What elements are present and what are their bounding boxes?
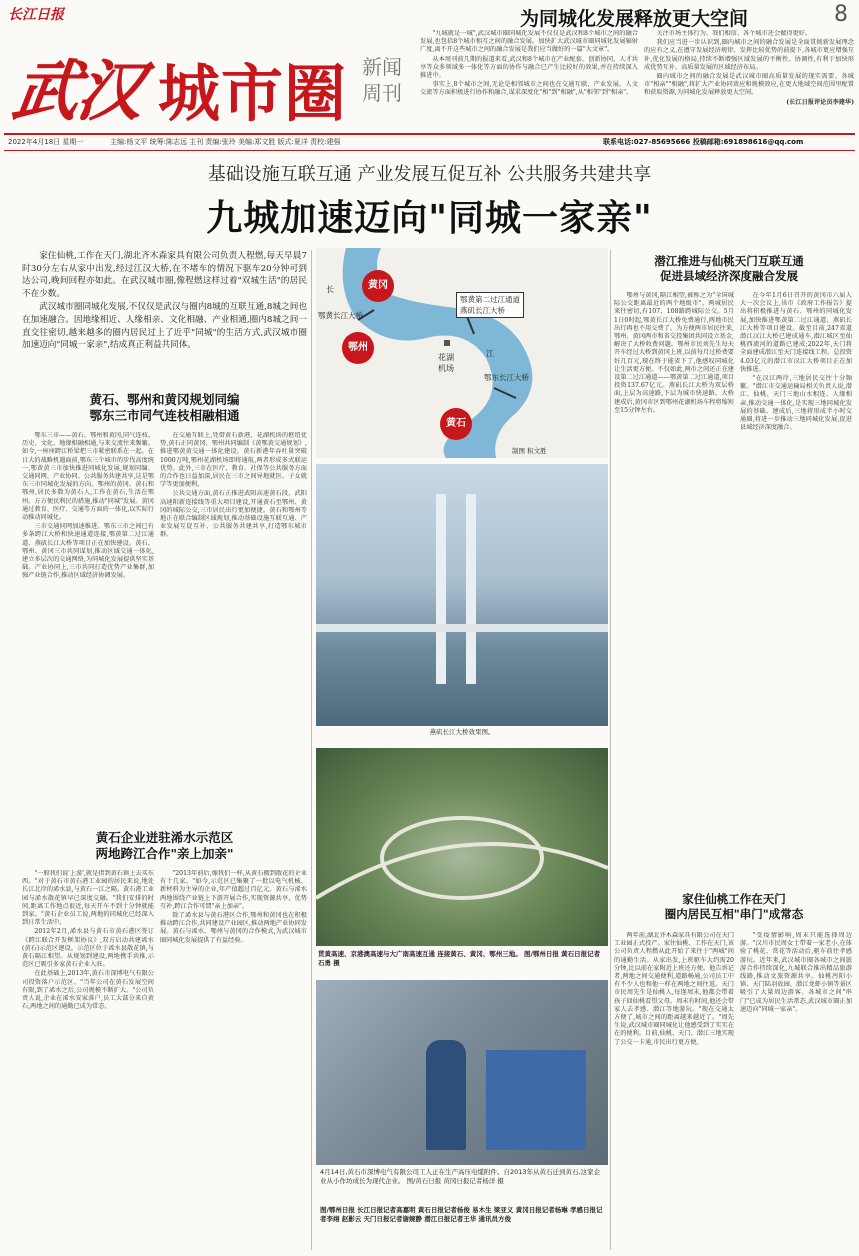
bridge-label-3: 鄂东长江大桥: [484, 373, 529, 382]
top-para-1: "九城就是一城",武汉城市圈同城化发展不仅仅是武汉和8个城市之间的融合发展,也包括8个城市相互之间的融合发展。加快扩大武汉城市圈同城化发展辐射广度,离不开这些城市之间的融合发展是我们应当做好的一篇"大文章"。: [420, 30, 638, 54]
right-section1-text-1: 鄂州与黄冈,隔江相望,被称之为"全国城际公交距离最近的两个地级市"。两城居民来往密切,有107、108路跨城际公交。5月1日0时起,鄂黄长江大桥免费通行,两地市民出行再也不用交费了。为方便两市居民往来,鄂州、黄冈两市和省交投集团共同设立基金,解决了大桥收费问题。鄂州市民刘先生每天开车经过大桥到黄冈上班,以前每月过桥费要好几百元,现在终于能省下了,他感叹同城化让生活更方便。不仅如此,两市之间还正在建设第二过江通道——鄂黄第二过江通道,项目投资137.67亿元。燕矶长江大桥为双层桥面,上层为高速路,下层为城市快速路。大桥建成后,黄冈市区到鄂州花湖机场车程将缩短至15分钟左右。: [614, 292, 734, 414]
right-section2-title-line1: 家住仙桃工作在天门: [682, 892, 786, 906]
right-section1-title: [614, 254, 844, 284]
bridge-caption: 燕矶长江大桥效果图。: [429, 728, 495, 736]
column-label: [362, 54, 402, 106]
airport-label-line2: 机场: [438, 364, 454, 373]
airport-label: [438, 352, 454, 374]
right-section2-col1: [614, 932, 734, 1250]
city-marker-ezhou: 鄂州: [342, 332, 374, 364]
bridge-label-1: 鄂黄长江大桥: [318, 311, 363, 320]
city-marker-huanggang: 黄冈: [362, 270, 394, 302]
section2-col2: [160, 870, 307, 1250]
airport-marker: [444, 340, 450, 346]
section1-title-line1: 黄石、鄂州和黄冈规划同编: [89, 392, 240, 407]
intro-para-1: 家住仙桃,工作在天门,湖北齐木森家具有限公司负责人程燃,每天早晨7时30分左右从家中出发,经过江汉大桥,在不堵车的情况下驱车20分钟可到达公司,晚间回程亦如此。在武汉城市圈,像程燃这样过着"双城生活"的居民不在少数。: [22, 251, 307, 299]
right-section1-col1: [614, 292, 734, 892]
right-section1-title-line2: 促进县域经济深度融合发展: [660, 269, 798, 283]
section2-title-line2: 两地跨江合作"亲上加亲": [95, 846, 234, 861]
interchange-svg: [316, 748, 608, 946]
contact-line: 联系电话:027-85695666 投稿邮箱:691898616@qq.com: [603, 138, 804, 146]
masthead-rule-bottom: [4, 150, 855, 151]
section1-text-3: 在交通互联上,凭借黄石新港、花湖机场的枢纽优势,黄石正同黄冈、鄂州共同编制《黄鄂黄交通规划》,推进鄂黄黄交通一体化建设。黄石新港年吞吐量突破1000万吨,鄂州花湖机场即将通航,两者形成多式联运优势。此外,三市在医疗、教育、社保等公共服务方面的合作也日益加深,居民在三市之间异地就医、子女就学等更加便利。: [160, 432, 307, 489]
machine-block: [486, 1050, 586, 1150]
interchange-road: [316, 844, 608, 898]
airport-label-line1: 花湖: [438, 353, 454, 362]
editors-line: 主编:杨文平 统筹:陈志远 主刊 责编:张玲 美编:郑文胜 版式:夏洋 责校:建强: [110, 138, 341, 146]
aerial-caption: 贯黄高速、京港澳高速与大广南高速互通 连接黄石、黄冈、鄂州三地。 图/鄂州日报 黄石日报记者石勇 摄: [318, 950, 601, 967]
section2-title: [22, 830, 307, 862]
right-section1-col2: [740, 292, 852, 892]
right-section2-text-1: 两年前,湖北齐木森家具有限公司在天门工业园正式投产。家住仙桃、工作在天门,该公司负责人程燃从此开始了来往于"两城"间的通勤生活。从家出发,上班驱车大约需20分钟,比以前在家附近上班还方便。他告诉记者,两地之间交通便利,道路畅通,公司员工中有不少人也和他一样在两地之间往返。天门市民周先生是仙桃人,每逢周末,他都会带着孩子回仙桃看望父母。周末有时间,他还会带家人去孝感、潜江等地游玩。"现在交通太方便了,城市之间的距离越来越近了。"周先生说,武汉城市圈同城化让他感受到了实实在在的便利。目前,仙桃、天门、潜江三地实现了公交一卡通,市民出行更方便。: [614, 932, 734, 1046]
paper-logo: 长江日报: [8, 7, 64, 23]
intro-block: [22, 250, 307, 370]
main-kicker: 基础设施互联互通 产业发展互促互补 公共服务共建共享: [207, 164, 652, 185]
river-label-1: 长: [326, 285, 334, 294]
column-divider-left: [311, 250, 312, 1250]
top-para-4: 关注市场主体行为、我们相信、各个城市还会做得更好。: [656, 30, 812, 37]
factory-caption: 4月14日,黄石市深博电气有限公司工人正在生产高压电缆附件。自2013年从黄石迁到黄石,这家企业从小作坊成长为现代企业。 图/黄石日报 黄冈日报记者杨洋 摄: [320, 1168, 601, 1185]
masthead-title-part1: 武汉: [7, 52, 147, 130]
main-headline: 九城加速迈向"同城一家亲": [206, 198, 653, 239]
section2-title-line1: 黄石企业迸驻浠水示范区: [95, 830, 234, 845]
section2-text-5: 除了浠水县与黄石港区合作,鄂州和黄冈也在积极推动跨江合作,共同建设产业园区,推动两地产业协同发展。黄石与浠水、鄂州与黄冈的合作模式,为武汉城市圈同城化发展提供了有益经验。: [160, 912, 307, 944]
top-article-col1: [420, 30, 638, 126]
top-article-title: 为同城化发展释放更大空间: [520, 8, 749, 30]
section2-text-1: "一般我们说'上游',就是指到黄石镇上去买东西。"对于黄石市黄石港工业园的居民来说,地处长江北岸的浠水县,与黄石一江之隔。黄石港工业园与浠水散花镇早已深度交融。"我们安排的时间,距离工作地点很近,每天开车不到十分钟就能到家。"黄石企业员工说,两地的同城化已经深入到日常生活中。: [22, 870, 154, 927]
right-section1-text-2: 在今年1月6日召开的黄冈市六届人大一次会议上,该市《政府工作报告》提出将积极推进与黄石、鄂州的同城化发展,加快推进鄂黄第二过江通道、燕矶长江大桥等项目建设。截至目前,247省道潜江汉江大桥已建成通车,潜江城区至仙桃西流河的道路已建成;2022年,天门将全面建成潜江至天门连接线工程。总投资4.03亿元的潜江市汉江大桥项目正在加快推进。: [740, 292, 852, 373]
top-para-2: 从本周刊前几期的报道来看,武汉和8个城市在产业配套、创新协同、人才共享等众多领域多一体化等方面的协作与融合已产生比较好的效果,并在持续深入推进中。: [420, 55, 638, 80]
bridge-tower-1: [436, 494, 446, 684]
section1-text-2: 三市交通同网加速推进。鄂东三市之间已有多条跨江大桥和快速通道连接,鄂黄第二过江通道、燕矶长江大桥等项目正在加快建设。黄石、鄂州、黄冈三市共同谋划,推动区域交通一体化,建立多层次的交通网络,为同城化发展提供坚实基础。产业协同上,三市共同打造优势产业集群,加强产业链合作,推动区域经济协调发展。: [22, 523, 154, 580]
aerial-interchange-photo: [316, 748, 608, 946]
section1-col2: [160, 432, 307, 818]
map-credit: 制图 积文胜: [512, 447, 547, 455]
section2-text-4: "2013年前后,像我们一样,从黄石搬到散花的企业有十几家。"如今,示范区已集聚了一批以电气机械、新材料为主导的企业,年产值超过百亿元。黄石与浠水两地围绕产业链上下游开展合作,实现资源共享、优势互补,跨江合作可谓"亲上加亲"。: [160, 870, 307, 910]
top-para-3: 事实上,8个城市之间,无论是相邻城市之间也在交通互联、产业发展、人文交流等方面积极进行协作和融合,谋求深度化"相"到"相融",从"相邻"到"相亲"。: [420, 81, 638, 97]
masthead-rule-top: [4, 133, 855, 135]
top-para-5: 我们应当进一步认识到,圈内城市之间的融合发展是全面贯彻新发展理念的应有之义,在遵守发展经济规律、发挥比较优势的前提下,各城市更应增强互补,优化发展的格局,持续不断增强区域发展的平衡性、协调性,有利于加快形成优势互补、高质量发展的区域经济布局。: [644, 39, 854, 71]
bridge-render-photo: [316, 464, 608, 726]
map-figure: [316, 248, 608, 458]
bridge-deck: [316, 624, 608, 632]
city-marker-huangshi: 黄石: [440, 408, 472, 440]
top-signature: (长江日报评论员李建华): [786, 98, 854, 106]
column-divider-right: [610, 250, 611, 1250]
masthead: [0, 0, 859, 132]
column-label-line1: 新闻: [362, 55, 402, 79]
worker-figure: [426, 1040, 466, 1150]
bridge-label-2b: 燕矶长江大桥: [460, 306, 505, 315]
section2-text-3: 在此基础上,2013年,黄石市深博电气有限公司投资落户示范区。"当年公司在黄石发展空间有限,到了浠水之后,公司规模不断扩大。"公司负责人说,企业在浠水安家落户,员工大部分来自黄石,两地之间的通勤已成为常态。: [22, 970, 154, 1011]
top-para-6: 圈内城市之间的融合发展是武汉城市圈高质量发展的现实需要。各城市"相亲""相融",将扩大产业协同效应和规模效应,在更大地域空间范围里配置和获取资源,为同城化发展释放更大空间。: [644, 73, 854, 97]
masthead-title-part2: 城市圈: [158, 57, 348, 130]
intro-para-2: 武汉城市圈同城化发展,不仅仅是武汉与圈内8城的互联互通,8城之间也在加速融合。因地缘相近、人缘相亲、文化相融、产业相通,圈内8城之间一直交往密切,越来越多的圈内居民过上了近乎"同城"的生活方式,武汉城市圈加速迈向"同城一家亲",结成真正利益共同体。: [22, 302, 307, 351]
factory-photo: [316, 980, 608, 1165]
column-label-line2: 周刊: [362, 81, 402, 105]
section1-title: [22, 392, 307, 424]
section1-text-4: 公共交通方面,黄石正推进武阳高速黄石段、武阳高速阳新连接线等重大项目建设,开通黄石至鄂州、黄冈的城际公交,三市居民出行更加便捷。黄石和鄂州等地正在联合编制区域规划,推动基础设施互联互通、产业发展互促互补、公共服务共建共享,打造鄂东城市群。: [160, 490, 307, 539]
page-number: 8: [834, 2, 848, 27]
right-section2-title-line2: 圈内居民互相"串门"成常态: [664, 907, 804, 921]
right-section1-text-3: "在汉江两岸,三地居民交往十分频繁。"潜江市交通运输局相关负责人说,潜江、仙桃、天门三地山水相连、人缘相亲,推动交通一体化,是实现三地同城化发展的基础。建成后,三地将形成半小时交通圈,将进一步推动三地同城化发展,促进县域经济深度融合。: [740, 375, 852, 432]
top-article-col2: [644, 30, 854, 126]
photo-credits: 图/鄂州日报 长江日报记者高嘉明 黄石日报记者杨俊 易木生 梁亚义 黄冈日报记者杨琳 孝感日报记者李翊 赵影云 天门日报记者谢婉静 潜江日报记者王华 通讯员方俊: [320, 1206, 603, 1223]
right-section2-col2: [740, 932, 852, 1250]
section1-title-line2: 鄂东三市同气连枝相融相通: [89, 408, 240, 423]
date-line: 2022年4月18日 星期一: [8, 138, 84, 146]
right-section2-text-2: "受疫情影响,周末只能选择周边游。"汉川市民周女士带着一家老小,在体验了桃花、赏花等活动后,驱车前往孝感游玩。近年来,武汉城市圈各城市之间旅游合作持续深化,九城联合推出精品旅游线路,推动文旅资源共享。仙桃沔阳小镇、天门陆羽故园、潜江龙虾小镇等景区吸引了大量周边游客。各城市之间"串门"已成为居民生活常态,武汉城市圈正加速迈向"同城一家亲"。: [740, 932, 852, 1013]
section2-text-2: 2012年2月,浠水县与黄石市黄石港区签订《跨江联合开发框架协议》,双方启动共建浠水(黄石)示范区建设。示范区位于浠水县散花镇,与黄石隔江相望。从规划到建设,两地携手共推,示范区已吸引多家黄石企业入驻。: [22, 928, 154, 969]
river-label-2: 江: [486, 349, 494, 358]
section2-col1: [22, 870, 154, 1250]
bridge-label-2: [456, 292, 524, 318]
bridge-label-2a: 鄂黄第二过江通道: [460, 295, 520, 304]
right-section2-title: [614, 892, 854, 922]
section1-text-1: 鄂东三市——黄石、鄂州和黄冈,同气连枝、历史、文化、地缘相融相通,与来交流往来频繁。如今,一座座跨江桥梁把三市紧密联系在一起。在日大的战略机遇面前,鄂东三个城市的步伐高度统一,鄂黄黄三市加快推进同城化发展,规划同编、交通同网、产业协同、公共服务共建共享,这是鄂东三市同城化发展的方向。鄂州的黄冈、黄石和鄂州,居民多数为黄石人,工作在黄石,生活在鄂州。方方便民利民的措施,推动"同城"发展。黄冈通过教育、医疗、交通等方面的一体化,以实际行动推动同城化。: [22, 432, 154, 522]
section1-col1: [22, 432, 154, 818]
right-section1-title-line1: 潜江推进与仙桃天门互联互通: [654, 254, 804, 268]
bridge-tower-2: [466, 494, 476, 684]
